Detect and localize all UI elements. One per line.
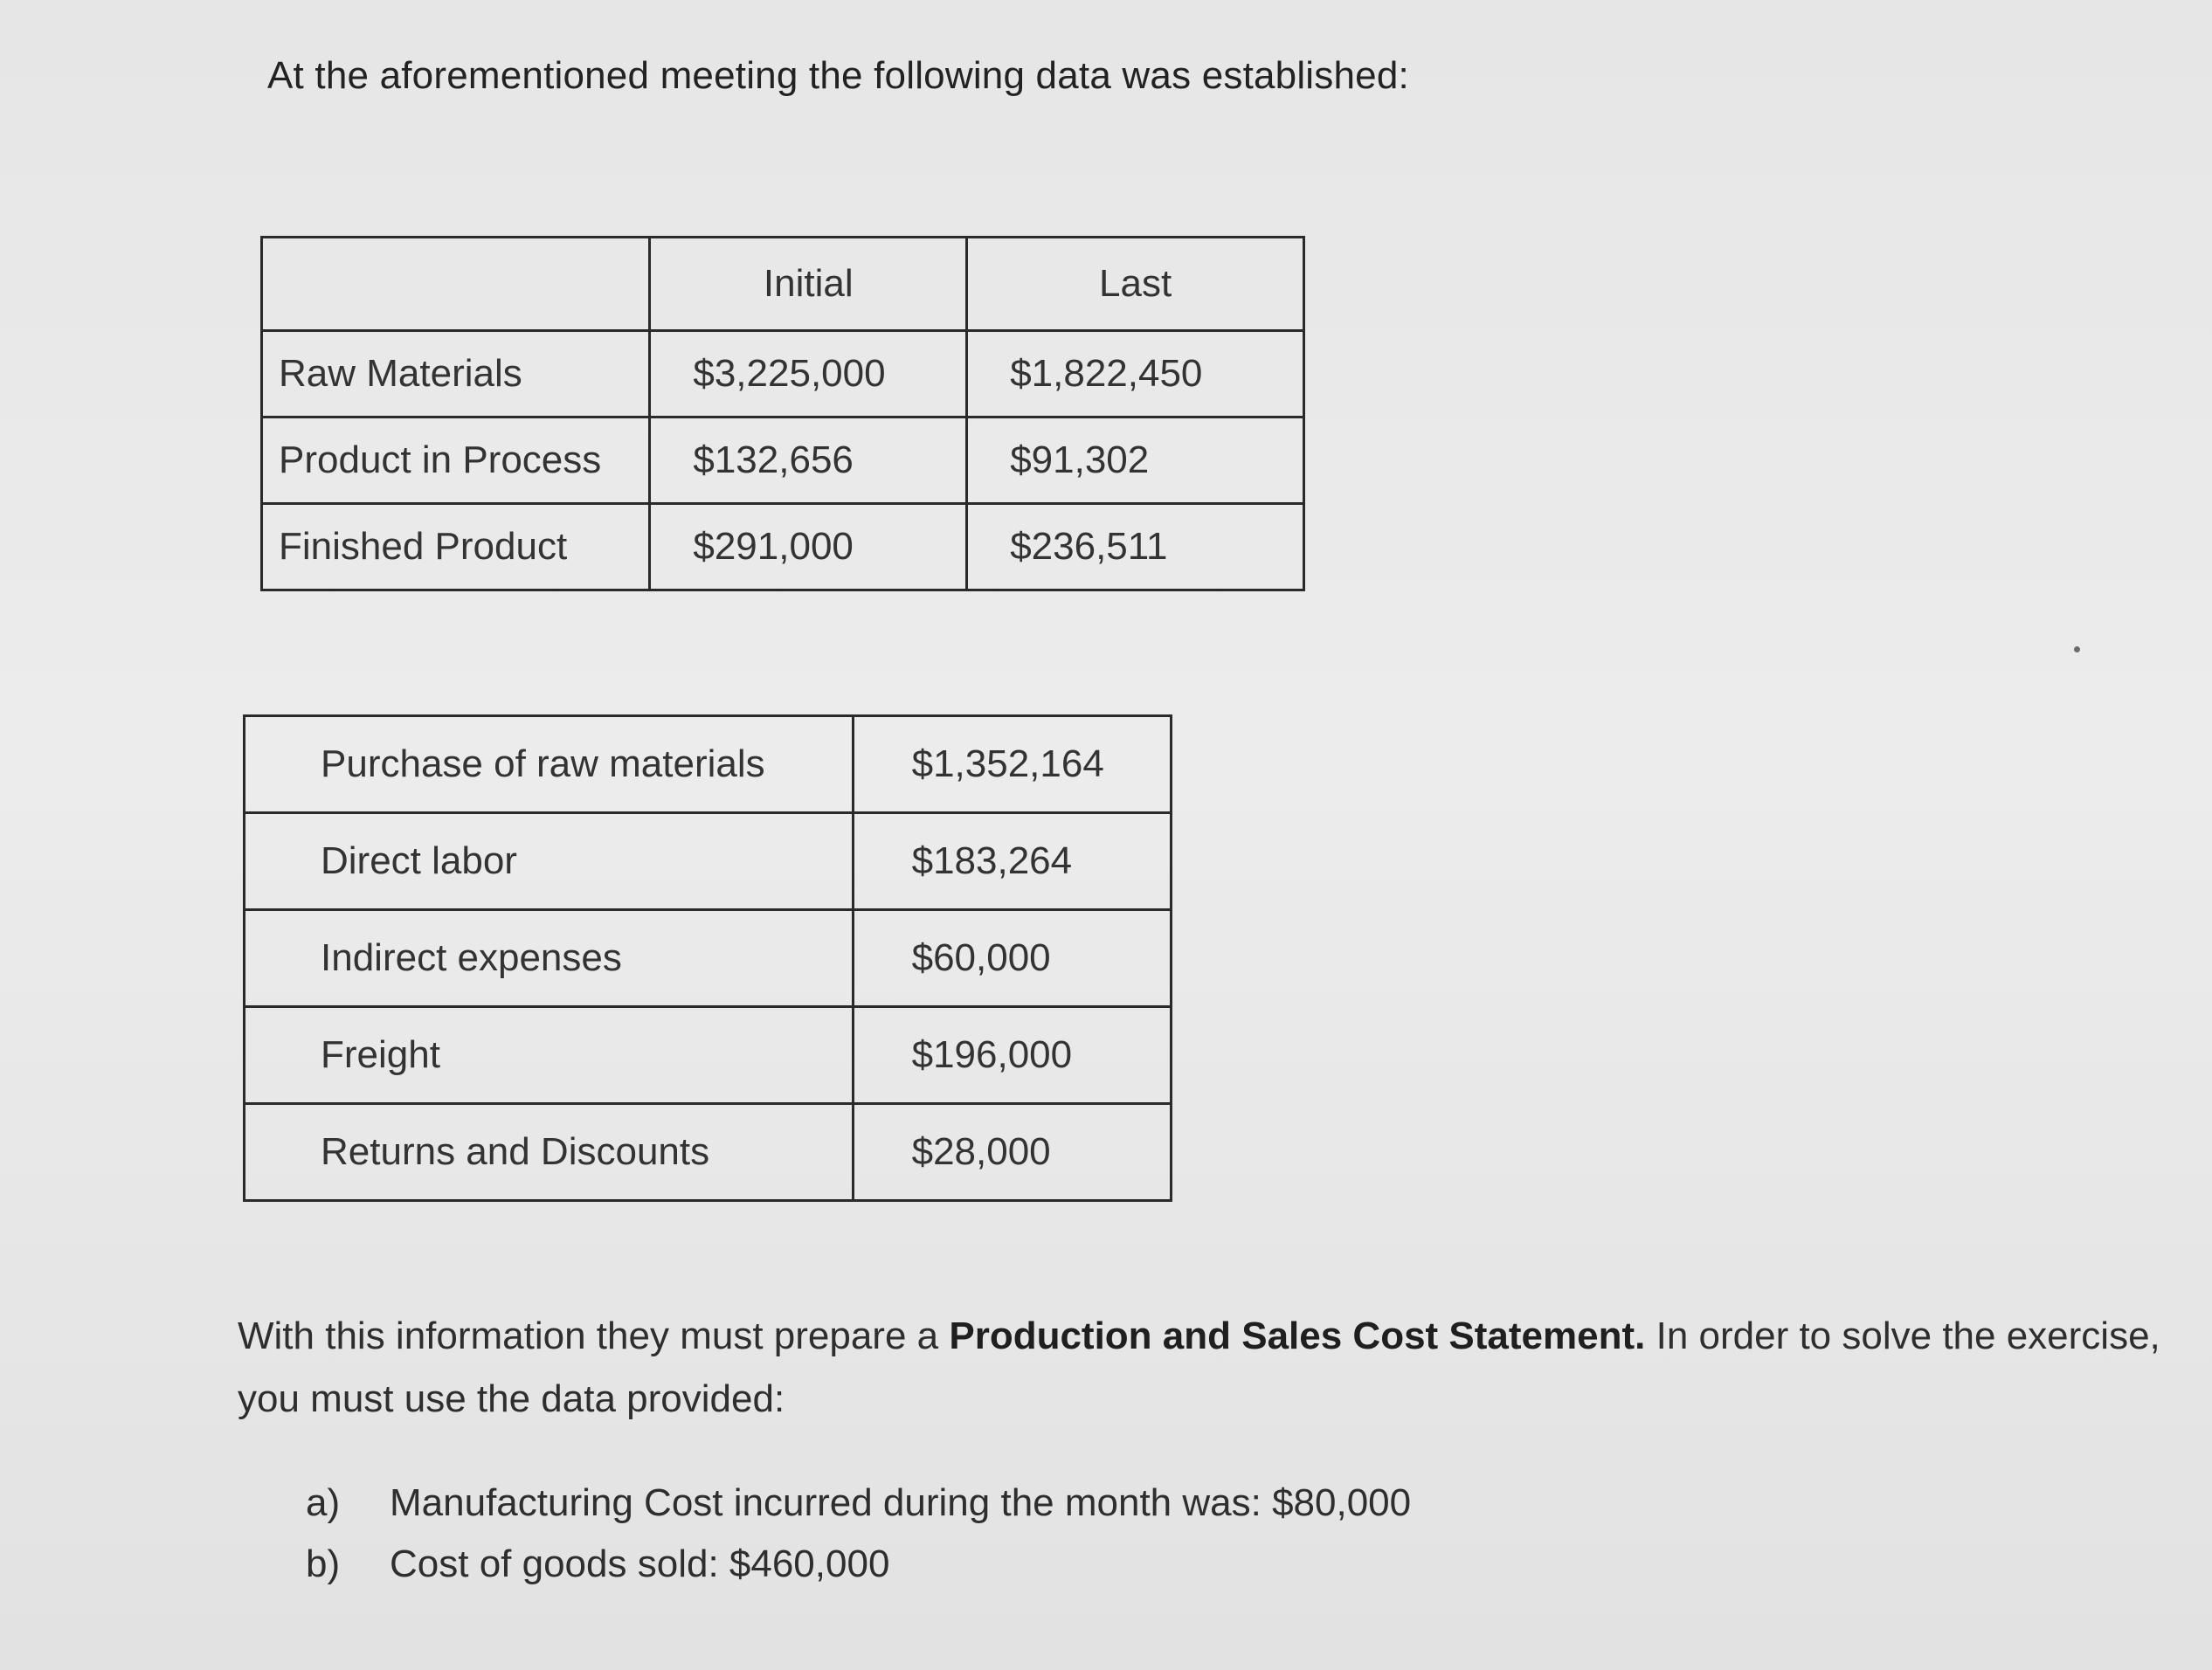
table-row	[245, 1104, 1172, 1201]
table-row	[245, 1007, 1172, 1104]
inventory-last-value: $1,822,450	[967, 331, 1304, 418]
cost-table	[243, 714, 1172, 1202]
inventory-header-initial: Initial	[650, 238, 967, 331]
inventory-header-empty	[262, 238, 650, 331]
cost-item-label: Freight	[245, 1007, 854, 1104]
inventory-table	[260, 236, 1305, 591]
inventory-initial-value: $291,000	[650, 504, 967, 590]
stray-dot	[2074, 646, 2080, 652]
given-data-list	[306, 1473, 1411, 1595]
inventory-initial-value: $3,225,000	[650, 331, 967, 418]
cost-item-label: Purchase of raw materials	[245, 716, 854, 813]
instructions-bold-text: Production and Sales Cost Statement.	[949, 1315, 1646, 1357]
list-item	[306, 1473, 1411, 1534]
cost-item-amount: $196,000	[853, 1007, 1171, 1104]
instructions-text-after: In order to solve the exercise, you must use the data provided:	[238, 1315, 2160, 1420]
inventory-label: Raw Materials	[262, 331, 650, 418]
cost-item-label: Direct labor	[245, 813, 854, 910]
inventory-initial-value: $132,656	[650, 418, 967, 504]
instructions-paragraph	[238, 1305, 2203, 1431]
cost-item-label: Indirect expenses	[245, 910, 854, 1007]
list-item	[306, 1534, 1411, 1595]
cost-item-amount: $183,264	[853, 813, 1171, 910]
inventory-last-value: $91,302	[967, 418, 1304, 504]
inventory-header-row	[262, 238, 1304, 331]
cost-item-label: Returns and Discounts	[245, 1104, 854, 1201]
list-marker: a)	[306, 1481, 341, 1524]
cost-item-amount: $60,000	[853, 910, 1171, 1007]
list-marker: b)	[306, 1542, 341, 1585]
cost-item-amount: $1,352,164	[853, 716, 1171, 813]
inventory-last-value: $236,511	[967, 504, 1304, 590]
table-row	[245, 716, 1172, 813]
cost-item-amount: $28,000	[853, 1104, 1171, 1201]
table-row	[262, 331, 1304, 418]
table-row	[245, 910, 1172, 1007]
table-row	[262, 504, 1304, 590]
instructions-text-before: With this information they must prepare a	[238, 1315, 950, 1357]
table-row	[262, 418, 1304, 504]
list-item-text: Manufacturing Cost incurred during the month was: $80,000	[390, 1481, 1412, 1524]
inventory-label: Finished Product	[262, 504, 650, 590]
table-row	[245, 813, 1172, 910]
intro-text: At the aforementioned meeting the following data was established:	[267, 54, 1409, 97]
inventory-label: Product in Process	[262, 418, 650, 504]
inventory-header-last: Last	[967, 238, 1304, 331]
list-item-text: Cost of goods sold: $460,000	[390, 1542, 890, 1585]
